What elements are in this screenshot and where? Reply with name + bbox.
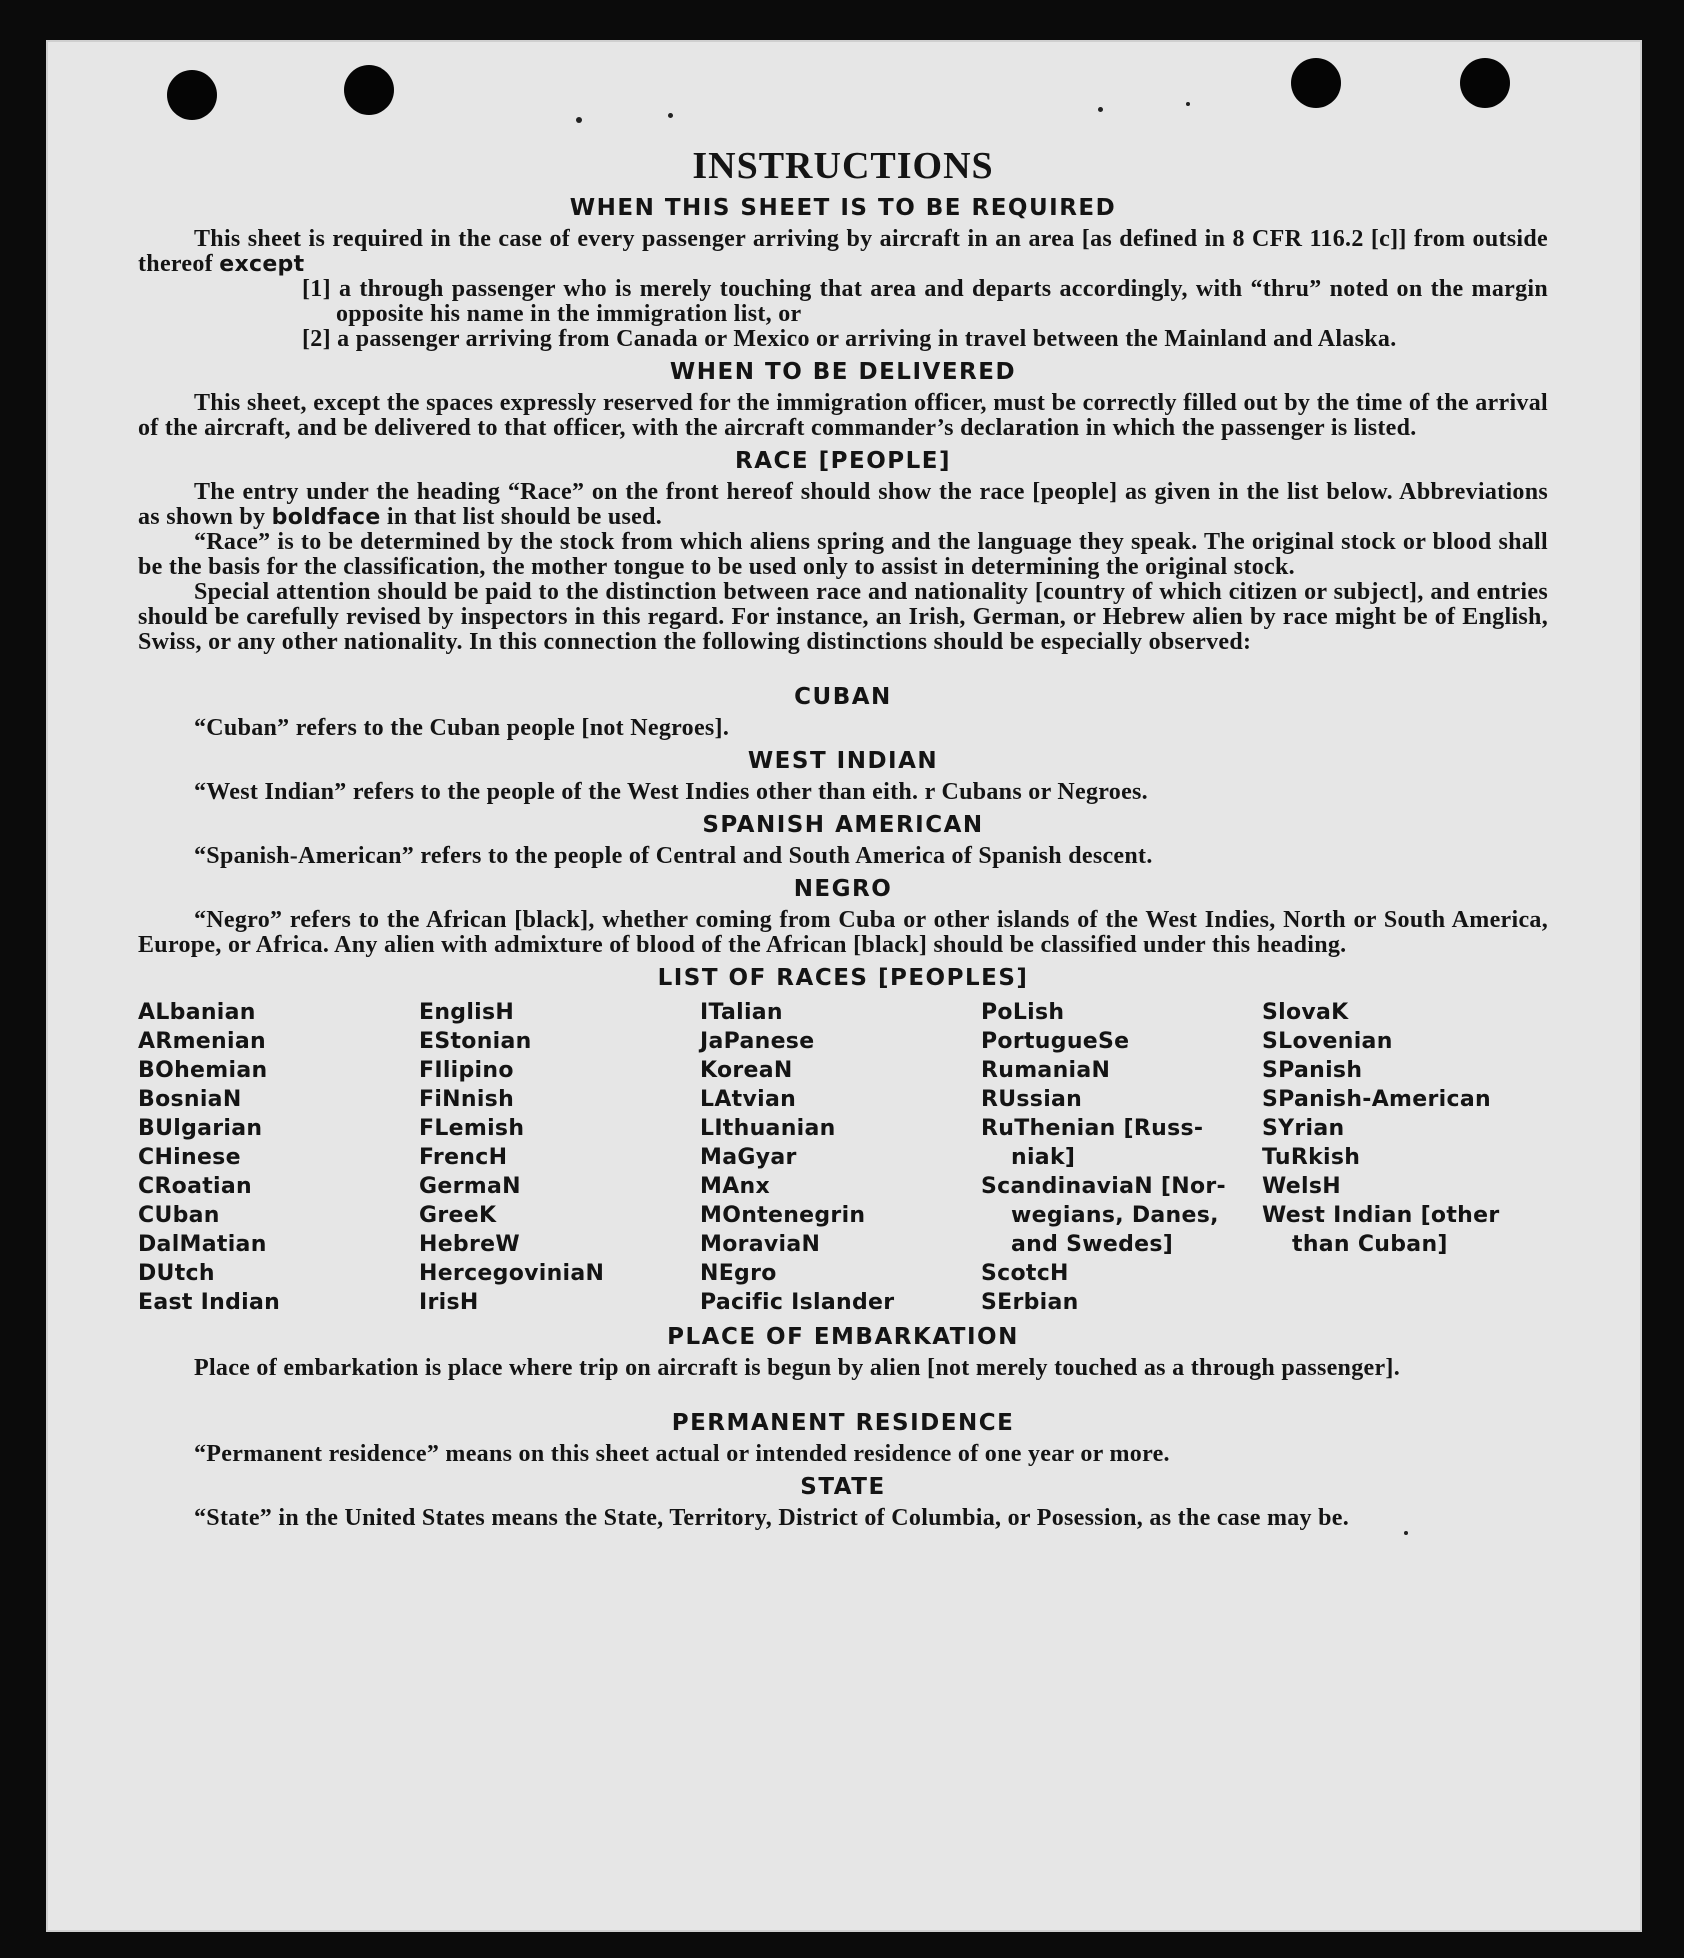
race-entry: FLemish bbox=[419, 1116, 525, 1141]
ink-speck bbox=[1186, 102, 1190, 106]
race-entry: MOntenegrin bbox=[700, 1203, 866, 1228]
race-entry: EStonian bbox=[419, 1029, 532, 1054]
spanish-american-text: “Spanish-American” refers to the people of Central and South America of Spanish descent. bbox=[194, 843, 1153, 869]
race-entry: ITalian bbox=[700, 1000, 783, 1025]
section-heading-required: WHEN THIS SHEET IS TO BE REQUIRED bbox=[569, 195, 1117, 221]
race-entry: TuRkish bbox=[1262, 1145, 1361, 1170]
race-paragraph-1: The entry under the heading “Race” on the front hereof should show the race [people] as given in the list below. Abbreviations as shown by boldface in that list should be used. bbox=[138, 479, 1548, 530]
section-heading-residence: PERMANENT RESIDENCE bbox=[671, 1410, 1015, 1436]
ink-speck bbox=[576, 117, 582, 123]
section-heading-cuban: CUBAN bbox=[794, 684, 892, 710]
race-entry-continuation: wegians, Danes, bbox=[1011, 1203, 1219, 1228]
section-heading-spanish-american: SPANISH AMERICAN bbox=[702, 812, 984, 838]
section-heading-races-list: LIST OF RACES [PEOPLES] bbox=[657, 965, 1029, 991]
race-entry: ARmenian bbox=[138, 1029, 266, 1054]
races-column-1 bbox=[138, 998, 419, 1317]
race-paragraph-2: “Race” is to be determined by the stock from which aliens spring and the language they speak. The original stock or blood shall be the basis for the classification, the mother tongue to be used only to assist in determining the original stock. bbox=[138, 529, 1548, 580]
section-heading-negro: NEGRO bbox=[793, 876, 893, 902]
race-entry: FiNnish bbox=[419, 1087, 515, 1112]
document-sheet bbox=[46, 40, 1642, 1932]
race-entry: RuThenian [Russ- bbox=[981, 1116, 1204, 1141]
race-entry: MaGyar bbox=[700, 1145, 797, 1170]
boldface-label: boldface bbox=[271, 505, 381, 530]
races-list bbox=[138, 998, 1548, 1317]
race-entry: SYrian bbox=[1262, 1116, 1345, 1141]
section-heading-state: STATE bbox=[800, 1474, 886, 1500]
race-entry: FrencH bbox=[419, 1145, 508, 1170]
delivered-text: This sheet, except the spaces expressly reserved for the immigration officer, must be correctly filled out by the time of the arrival of the aircraft, and be delivered to that officer, with the aircraft commander’s declaration in which the passenger is listed. bbox=[138, 390, 1548, 441]
race-entry: MAnx bbox=[700, 1174, 770, 1199]
race-entry: East Indian bbox=[138, 1290, 281, 1315]
race-entry: JaPanese bbox=[700, 1029, 815, 1054]
race-entry: BOhemian bbox=[138, 1058, 268, 1083]
ink-speck bbox=[1404, 1531, 1408, 1535]
race-entry-continuation: and Swedes] bbox=[1011, 1232, 1174, 1257]
race-entry: DalMatian bbox=[138, 1232, 267, 1257]
race-entry: EnglisH bbox=[419, 1000, 515, 1025]
race-entry: GreeK bbox=[419, 1203, 497, 1228]
required-intro: This sheet is required in the case of every passenger arriving by aircraft in an area [as defined in 8 CFR 116.2 [c]] from outside thereof except bbox=[138, 226, 1548, 277]
race-entry: NEgro bbox=[700, 1261, 777, 1286]
page-title: INSTRUCTIONS bbox=[692, 145, 994, 187]
race-entry: CUban bbox=[138, 1203, 220, 1228]
residence-text: “Permanent residence” means on this sheet actual or intended residence of one year or more. bbox=[194, 1441, 1170, 1467]
cuban-text: “Cuban” refers to the Cuban people [not Negroes]. bbox=[194, 715, 730, 741]
race-entry: BosniaN bbox=[138, 1087, 242, 1112]
race-entry: ScandinaviaN [Nor- bbox=[981, 1174, 1226, 1199]
race-entry: PortugueSe bbox=[981, 1029, 1130, 1054]
section-heading-embarkation: PLACE OF EMBARKATION bbox=[667, 1324, 1019, 1350]
race-entry: RumaniaN bbox=[981, 1058, 1111, 1083]
race-entry: MoraviaN bbox=[700, 1232, 821, 1257]
race-entry: LIthuanian bbox=[700, 1116, 836, 1141]
race-entry: SPanish-American bbox=[1262, 1087, 1491, 1112]
section-heading-west-indian: WEST INDIAN bbox=[747, 748, 939, 774]
race-entry: IrisH bbox=[419, 1290, 479, 1315]
race-entry: CRoatian bbox=[138, 1174, 253, 1199]
section-heading-race: RACE [PEOPLE] bbox=[735, 448, 951, 474]
punch-hole bbox=[344, 65, 394, 115]
race-entry: ScotcH bbox=[981, 1261, 1069, 1286]
race-entry: SPanish bbox=[1262, 1058, 1363, 1083]
state-text: “State” in the United States means the State, Territory, District of Columbia, or Posession, as the case may be. bbox=[194, 1505, 1350, 1531]
race-entry: Pacific Islander bbox=[700, 1290, 895, 1315]
race-entry-continuation: than Cuban] bbox=[1292, 1232, 1448, 1257]
race-entry: RUssian bbox=[981, 1087, 1083, 1112]
race-entry: GermaN bbox=[419, 1174, 521, 1199]
race-entry: CHinese bbox=[138, 1145, 241, 1170]
races-column-4 bbox=[981, 998, 1262, 1317]
race-entry: West Indian [other bbox=[1262, 1203, 1500, 1228]
punch-hole bbox=[167, 70, 217, 120]
race-entry: HebreW bbox=[419, 1232, 520, 1257]
punch-hole bbox=[1291, 58, 1341, 108]
race-entry: DUtch bbox=[138, 1261, 215, 1286]
negro-text: “Negro” refers to the African [black], whether coming from Cuba or other islands of the West Indies, North or South America, Europe, or Africa. Any alien with admixture of blood of the African [black] should be classified under this heading. bbox=[138, 907, 1548, 958]
race-entry: WelsH bbox=[1262, 1174, 1341, 1199]
ink-speck bbox=[1098, 107, 1103, 112]
races-column-3 bbox=[700, 998, 981, 1317]
except-label: except bbox=[219, 252, 305, 277]
race-entry: SlovaK bbox=[1262, 1000, 1349, 1025]
race-entry: FIlipino bbox=[419, 1058, 514, 1083]
race-entry: SErbian bbox=[981, 1290, 1079, 1315]
race-entry: KoreaN bbox=[700, 1058, 793, 1083]
punch-hole bbox=[1460, 58, 1510, 108]
exception-item-2: [2] a passenger arriving from Canada or Mexico or arriving in travel between the Mainland and Alaska. bbox=[302, 326, 1397, 352]
race-entry-continuation: niak] bbox=[1011, 1145, 1076, 1170]
race-paragraph-3: Special attention should be paid to the distinction between race and nationality [country of which citizen or subject], and entries should be carefully revised by inspectors in this regard. For instance, an Irish, German, or Hebrew alien by race might be of English, Swiss, or any other nationality. In this connection the following distinctions should be especially observed: bbox=[138, 579, 1548, 655]
race-entry: BUlgarian bbox=[138, 1116, 263, 1141]
race-entry: LAtvian bbox=[700, 1087, 797, 1112]
race-entry: SLovenian bbox=[1262, 1029, 1393, 1054]
races-column-2 bbox=[419, 998, 700, 1317]
race-entry: HercegoviniaN bbox=[419, 1261, 605, 1286]
section-heading-delivered: WHEN TO BE DELIVERED bbox=[669, 359, 1017, 385]
west-indian-text: “West Indian” refers to the people of the West Indies other than eith. r Cubans or Negroes. bbox=[194, 779, 1148, 805]
ink-speck bbox=[668, 113, 673, 118]
races-column-5 bbox=[1262, 998, 1548, 1317]
race-entry: ALbanian bbox=[138, 1000, 256, 1025]
instructions-body bbox=[138, 144, 1548, 1531]
exception-item-1: [1] a through passenger who is merely touching that area and departs accordingly, with “thru” noted on the margin opposite his name in the immigration list, or bbox=[302, 276, 1548, 327]
embarkation-text: Place of embarkation is place where trip on aircraft is begun by alien [not merely touched as a through passenger]. bbox=[194, 1355, 1400, 1381]
race-entry: PoLish bbox=[981, 1000, 1065, 1025]
